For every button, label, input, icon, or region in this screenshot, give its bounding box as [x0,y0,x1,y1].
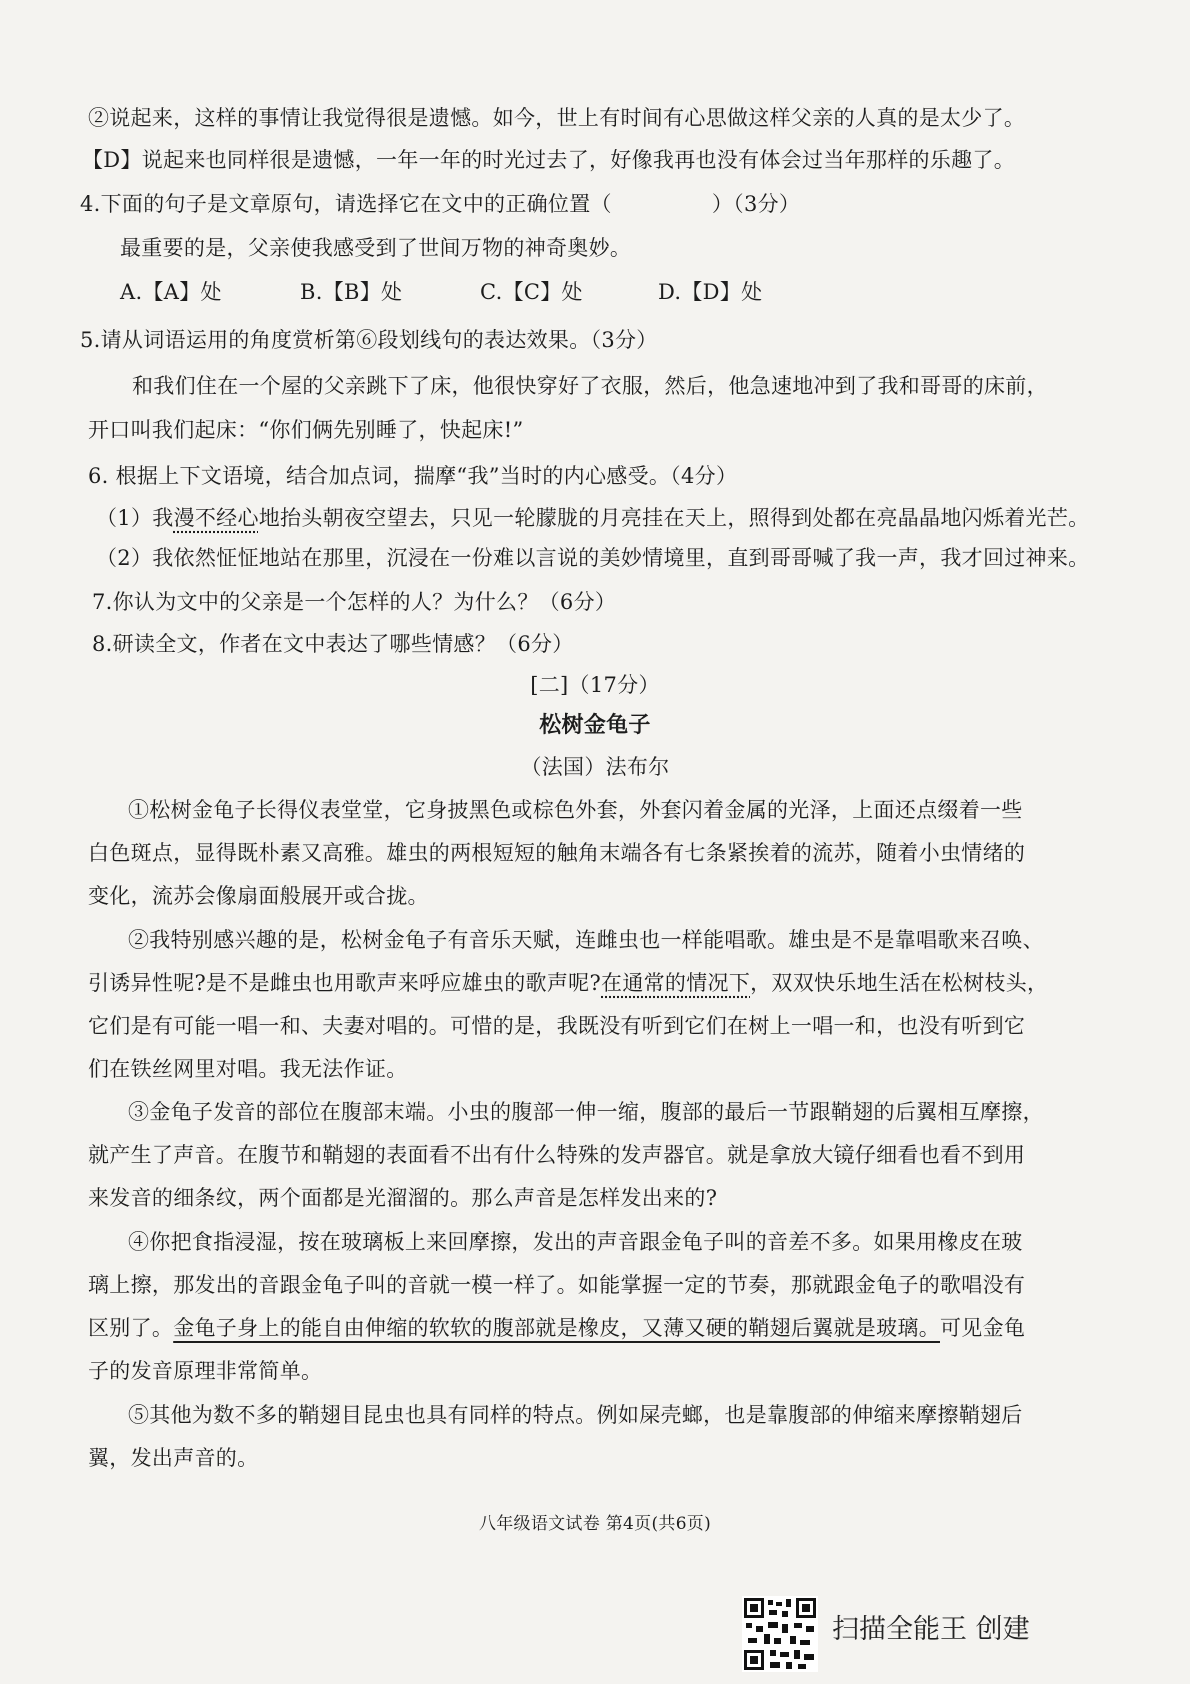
question-5-stem: 5.请从词语运用的角度赏析第⑥段划线句的表达效果。（3分） [80,328,658,352]
paragraph-1-line-1: ①松树金龟子长得仪表堂堂，它身披黑色或棕色外套，外套闪着金属的光泽，上面还点缀着一些 [128,798,1023,822]
paragraph-5-line-1: ⑤其他为数不多的鞘翅目昆虫也具有同样的特点。例如屎壳螂，也是靠腹部的伸缩来摩擦鞘翅后 [128,1403,1023,1427]
paragraph-3-line-1: ③金龟子发音的部位在腹部末端。小虫的腹部一伸一缩，腹部的最后一节跟鞘翅的后翼相互摩擦， [128,1100,1044,1124]
paragraph-1-line-2: 白色斑点，显得既朴素又高雅。雄虫的两根短短的触角末端各有七条紧挨着的流苏，随着小虫情绪的 [88,841,1026,865]
question-8: 8.研读全文，作者在文中表达了哪些情感？（6分） [92,632,574,656]
option-c-tail: ②说起来，这样的事情让我觉得很是遗憾。如今，世上有时间有心思做这样父亲的人真的是太少了。 [88,106,1026,130]
question-6-stem: 6. 根据上下文语境，结合加点词，揣摩“我”当时的内心感受。（4分） [88,464,738,488]
p2-l2-rest: ，双双快乐地生活在松树枝头， [750,971,1049,995]
option-d: 【D】说起来也同样很是遗憾，一年一年的时光过去了，好像我再也没有体会过当年那样的乐趣了。 [82,148,1016,172]
dotted-word: 漫不经心 [173,506,259,530]
underlined-sentence: 金龟子身上的能自由伸缩的软软的腹部就是橡皮，又薄又硬的鞘翅后翼就是玻璃。 [173,1316,940,1340]
option-b: B.【B】处 [300,280,403,304]
paragraph-2-line-1: ②我特别感兴趣的是，松树金龟子有音乐天赋，连雌虫也一样能唱歌。雄虫是不是靠唱歌来召唤、 [128,928,1044,952]
p4-l3-rest: 可见金龟 [940,1316,1026,1340]
question-5-quote-line-1: 和我们住在一个屋的父亲跳下了床，他很快穿好了衣服，然后，他急速地冲到了我和哥哥的床前， [132,374,1048,398]
option-a: A.【A】处 [120,280,222,304]
option-d-choice: D.【D】处 [658,280,763,304]
passage-title: 松树金龟子 [539,712,651,738]
sub-1-rest: 地抬头朝夜空望去，只见一轮朦胧的月亮挂在天上，照得到处都在亮晶晶地闪烁着光芒。 [258,506,1090,530]
paragraph-1-line-3: 变化，流苏会像扇面般展开或合拢。 [88,884,429,908]
question-4-stem [80,189,800,219]
scanner-watermark: 扫描全能王 创建 [832,1614,1030,1645]
paragraph-4-line-4: 子的发音原理非常简单。 [88,1359,323,1383]
question-4-sentence: 最重要的是，父亲使我感受到了世间万物的神奇奥妙。 [120,236,632,260]
question-6-sub-2: （2）我依然怔怔地站在那里，沉浸在一份难以言说的美妙情境里，直到哥哥喊了我一声，我才回过神来。 [96,546,1090,570]
option-c: C.【C】处 [480,280,583,304]
question-6-sub-1 [96,503,1089,533]
paragraph-3-line-2: 就产生了声音。在腹节和鞘翅的表面看不出有什么特殊的发声器官。就是拿放大镜仔细看也看不到用 [88,1143,1026,1167]
passage-author: （法国）法布尔 [520,755,670,779]
paragraph-2-line-3: 它们是有可能一唱一和、夫妻对唱的。可惜的是，我既没有听到它们在树上一唱一和，也没有听到它 [88,1014,1026,1038]
qr-code-icon [742,1596,818,1672]
dotted-phrase: 在通常的情况下 [601,971,751,995]
paragraph-2-line-2 [88,968,1048,998]
question-5-quote-line-2: 开口叫我们起床：“你们俩先别睡了，快起床!” [88,418,524,442]
paragraph-5-line-2: 翼，发出声音的。 [88,1446,259,1470]
question-4-text: 4.下面的句子是文章原句，请选择它在文中的正确位置（ [80,192,612,216]
paragraph-4-line-1: ④你把食指浸湿，按在玻璃板上来回摩擦，发出的声音跟金龟子叫的音差不多。如果用橡皮在玻 [128,1230,1023,1254]
p4-l3-prefix: 区别了。 [88,1316,174,1340]
sub-1-prefix: （1）我 [96,506,174,530]
p2-l2-prefix: 引诱异性呢?是不是雌虫也用歌声来呼应雄虫的歌声呢? [88,971,602,995]
paragraph-4-line-2: 璃上擦，那发出的音跟金龟子叫的音就一模一样了。如能掌握一定的节奏，那就跟金龟子的歌唱没有 [88,1273,1026,1297]
paragraph-2-line-4: 们在铁丝网里对唱。我无法作证。 [88,1057,408,1081]
paragraph-4-line-3 [88,1313,1025,1343]
question-7: 7.你认为文中的父亲是一个怎样的人？为什么？（6分） [92,590,617,614]
page-footer: 八年级语文试卷 第4页(共6页) [478,1514,712,1534]
question-4-score: ）（3分） [711,192,801,216]
paragraph-3-line-3: 来发音的细条纹，两个面都是光溜溜的。那么声音是怎样发出来的? [88,1186,718,1210]
section-heading: [二]（17分） [530,673,660,697]
